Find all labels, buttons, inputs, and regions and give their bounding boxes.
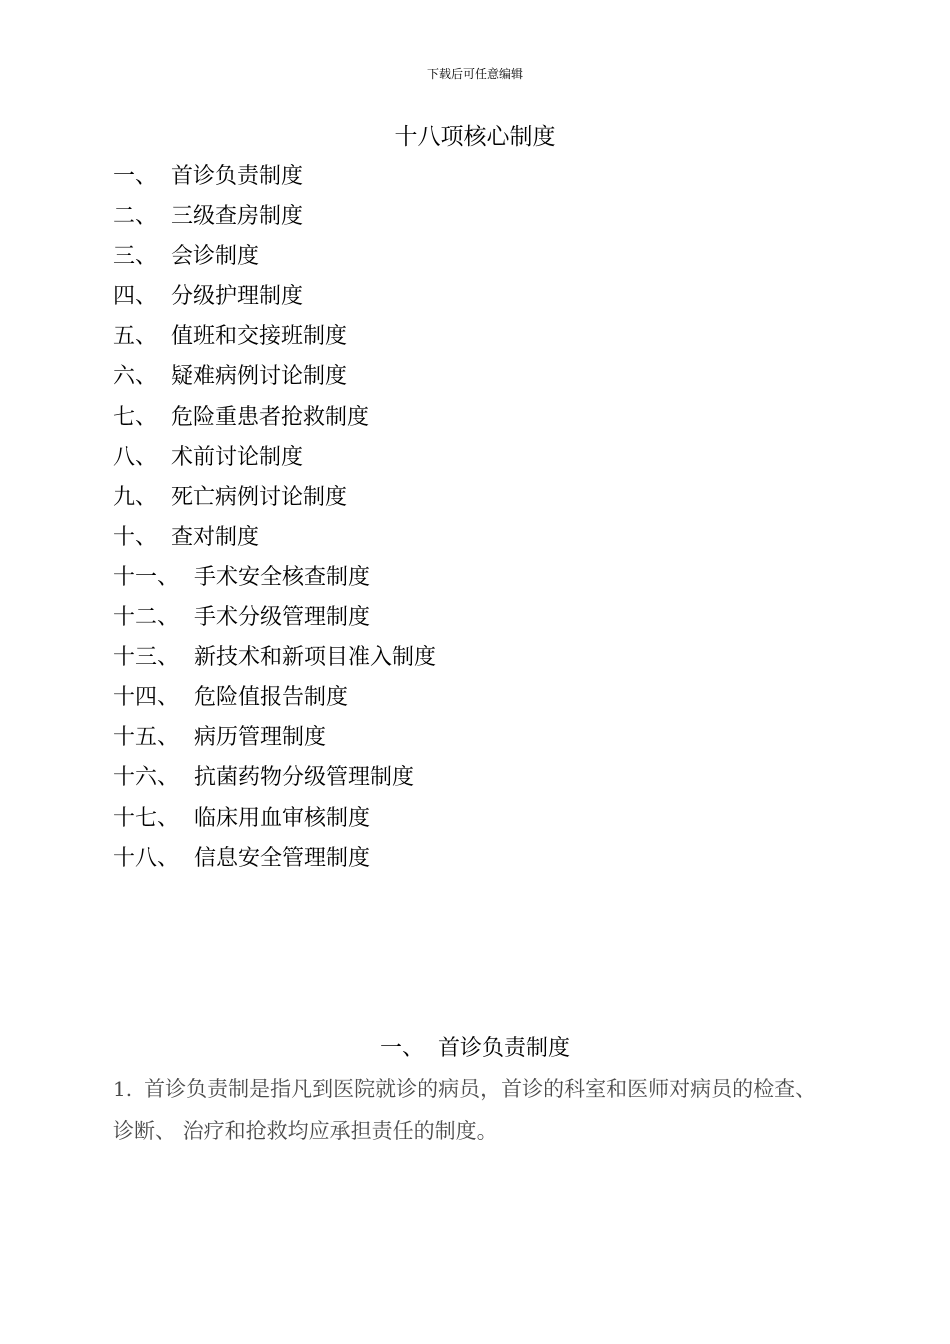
- toc-item: [113, 802, 436, 842]
- toc-item-label: 死亡病例讨论制度: [171, 484, 348, 510]
- toc-item: [113, 681, 436, 721]
- toc-item: [113, 641, 436, 681]
- toc-item: [113, 240, 436, 280]
- paragraph-number: 1.: [113, 1077, 133, 1101]
- toc-item: [113, 320, 436, 360]
- toc-item-label: 术前讨论制度: [171, 444, 304, 470]
- toc-item-number: 十三、: [113, 645, 180, 671]
- toc-item-number: 十一、: [113, 564, 180, 590]
- toc-item: [113, 761, 436, 801]
- toc-item-number: 十四、: [113, 685, 180, 711]
- toc-item-label: 危险值报告制度: [194, 685, 349, 711]
- section-heading: [0, 1032, 950, 1066]
- toc-item-label: 疑难病例讨论制度: [171, 364, 348, 390]
- toc-item: [113, 721, 436, 761]
- toc-item-number: 二、: [113, 204, 158, 230]
- toc-item-label: 抗菌药物分级管理制度: [194, 765, 415, 791]
- toc-item-label: 会诊制度: [171, 244, 260, 270]
- toc-item: [113, 360, 436, 400]
- toc-item-label: 分级护理制度: [171, 284, 304, 310]
- toc-item: [113, 481, 436, 521]
- toc-item: [113, 842, 436, 882]
- toc-item-label: 手术分级管理制度: [194, 605, 371, 631]
- toc-item: [113, 280, 436, 320]
- toc-item-label: 查对制度: [171, 524, 260, 550]
- toc-item-number: 六、: [113, 364, 158, 390]
- paragraph-text: 首诊负责制是指凡到医院就诊的病员，首诊的科室和医师对病员的检查、 诊断、 治疗和抢救均应承担责任的制度。: [113, 1077, 817, 1143]
- toc-item-label: 三级查房制度: [171, 204, 304, 230]
- toc-item-number: 九、: [113, 484, 158, 510]
- section-paragraph: [113, 1068, 833, 1152]
- toc-item-label: 手术安全核查制度: [194, 564, 371, 590]
- document-title: 十八项核心制度: [394, 124, 556, 150]
- toc-item: [113, 441, 436, 481]
- toc-item-label: 信息安全管理制度: [194, 845, 371, 871]
- toc-item-label: 新技术和新项目准入制度: [194, 645, 437, 671]
- toc-item-number: 十七、: [113, 805, 180, 831]
- toc-item-number: 十六、: [113, 765, 180, 791]
- toc-item-number: 十八、: [113, 845, 180, 871]
- toc-item-number: 十、: [113, 524, 158, 550]
- toc-item: [113, 561, 436, 601]
- toc-item-label: 值班和交接班制度: [171, 324, 348, 350]
- toc-item: [113, 160, 436, 200]
- toc-item: [113, 601, 436, 641]
- toc-item-label: 临床用血审核制度: [194, 805, 371, 831]
- toc-item-number: 十五、: [113, 725, 180, 751]
- section-number: 一、: [379, 1036, 424, 1061]
- section-title-text: 首诊负责制度: [437, 1036, 570, 1061]
- toc-item-label: 危险重患者抢救制度: [171, 404, 370, 430]
- toc-item: [113, 521, 436, 561]
- toc-item-number: 一、: [113, 164, 158, 189]
- toc-item-number: 四、: [113, 284, 158, 310]
- toc-item: [113, 200, 436, 240]
- table-of-contents: [113, 160, 436, 882]
- toc-item-number: 八、: [113, 444, 158, 470]
- toc-item-number: 七、: [113, 404, 158, 430]
- header-note: 下载后可任意编辑: [426, 67, 523, 81]
- toc-item-number: 十二、: [113, 605, 180, 631]
- toc-item-label: 首诊负责制度: [171, 164, 304, 189]
- toc-item-label: 病历管理制度: [194, 725, 327, 751]
- toc-item-number: 五、: [113, 324, 158, 350]
- toc-item-number: 三、: [113, 244, 158, 270]
- toc-item: [113, 401, 436, 441]
